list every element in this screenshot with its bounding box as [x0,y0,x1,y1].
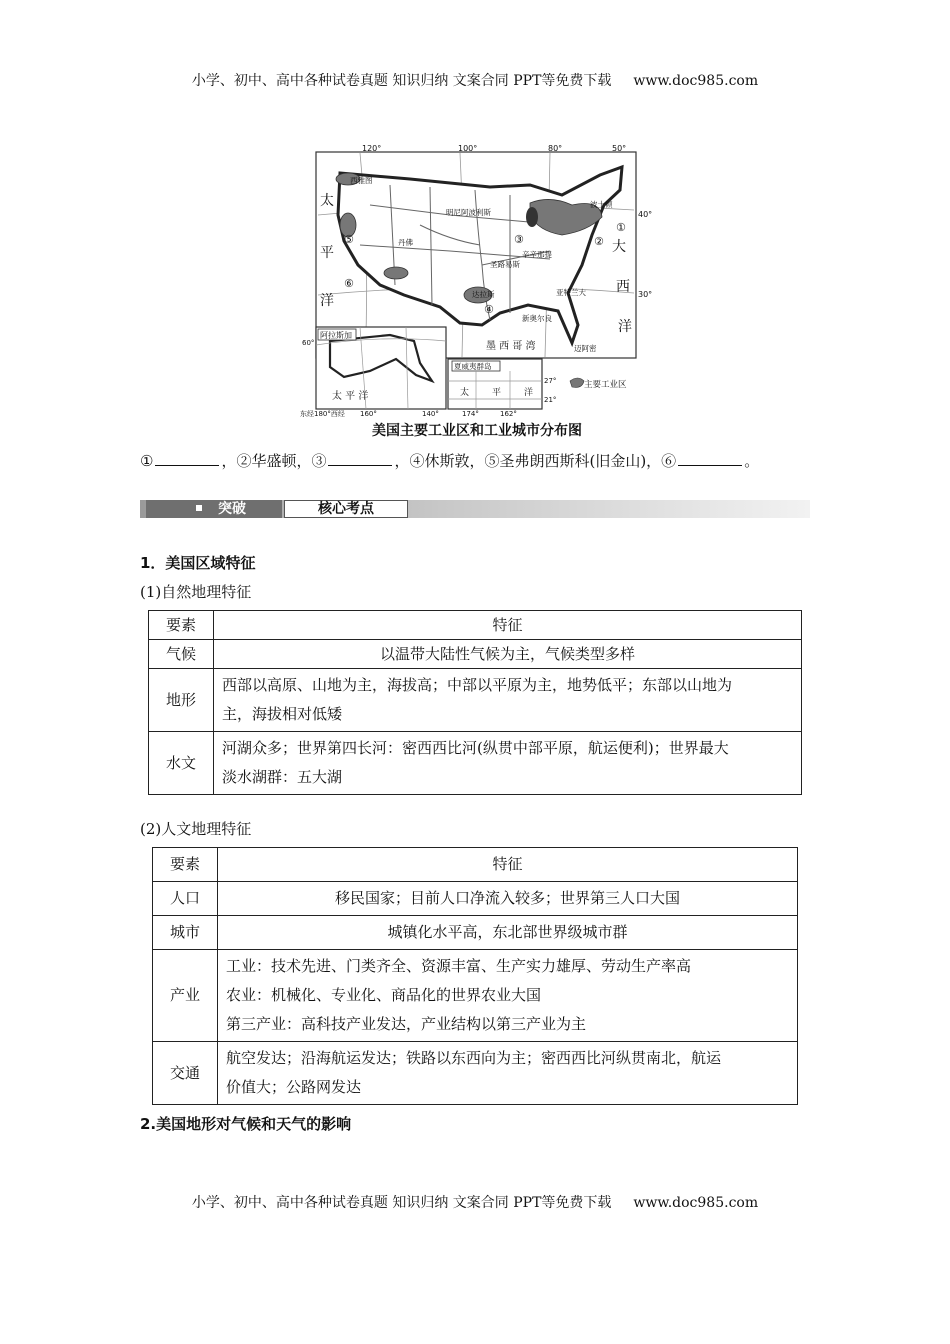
ocean-label: 平 [320,245,334,261]
lon-bottom: 140° [422,410,439,417]
city-label: 波士顿 [590,200,613,209]
map-number: ② [594,235,604,248]
row-value: 以温带大陆性气候为主，气候类型多样 [214,640,802,669]
map-number: ⑥ [344,277,354,290]
row-line: 西部以高原、山地为主，海拔高；中部以平原为主，地势低平；东部以山地为 [222,676,733,694]
section-title: 2.美国地形对气候和天气的影响 [140,1115,352,1133]
row-value [214,669,802,732]
hawaii-lat: 27° [544,377,557,385]
map-number: ③ [514,233,524,246]
answer-blank[interactable] [678,451,742,466]
map-number: ① [616,221,626,234]
square-icon [196,505,202,511]
header-text: 小学、初中、高中各种试卷真题 知识归纳 文案合同 PPT等免费下载 [191,73,612,89]
banner-left [146,500,282,518]
ocean-label: 洋 [320,293,334,309]
row-line: 第三产业：高科技产业发达，产业结构以第三产业为主 [226,1015,587,1033]
row-value [218,950,798,1042]
table-row [153,950,798,1042]
row-line: 价值大；公路网发达 [226,1078,362,1096]
hawaii-ocean: 太 [460,388,470,398]
section-title: 1．美国区域特征 [140,554,256,572]
alaska-lat: 60° [302,339,315,347]
lon-label: 80° [548,145,563,153]
table-row [153,916,798,950]
alaska-label: 阿拉斯加 [320,331,352,340]
lon-bottom: 174° [462,410,479,417]
lon-bottom: 160° [360,410,377,417]
fill-text: ① [140,452,154,470]
row-key: 城市 [153,916,218,950]
city-label: 明尼阿波利斯 [446,208,491,217]
row-value: 移民国家；目前人口净流入较多；世界第三人口大国 [218,882,798,916]
city-label: 圣路易斯 [490,260,520,269]
table-header: 要素 [149,611,214,640]
map-number: ⑤ [344,233,354,246]
city-label: 西雅图 [350,176,373,185]
row-value [218,1042,798,1105]
map-number: ④ [484,303,494,316]
row-key: 人口 [153,882,218,916]
city-label: 亚特兰大 [556,288,586,297]
city-label: 迈阿密 [574,344,597,353]
map-caption: 美国主要工业区和工业城市分布图 [372,423,582,439]
ocean-label: 大 [612,239,626,255]
natural-features-table [148,610,802,795]
lon-bottom: 东经180°西经 [300,410,345,417]
table-row [149,732,802,795]
table-row [149,640,802,669]
hawaii-ocean: 平 [492,388,502,398]
table-row [149,669,802,732]
city-label: 丹佛 [398,238,413,247]
lat-label: 40° [638,210,653,219]
subsection-title: (2)人文地理特征 [140,820,252,838]
table-row [153,882,798,916]
lat-label: 30° [638,290,653,299]
row-key: 产业 [153,950,218,1042]
table-row [153,1042,798,1105]
fill-text: 。 [744,452,760,470]
us-industrial-map [300,145,654,417]
ocean-label: 太 [320,193,334,209]
row-line: 淡水湖群：五大湖 [222,768,343,786]
row-line: 工业：技术先进、门类齐全、资源丰富、生产实力雄厚、劳动生产率高 [226,957,692,975]
ocean-label: 洋 [618,319,632,335]
row-value: 城镇化水平高，东北部世界级城市群 [218,916,798,950]
ocean-label: 西 [616,279,630,295]
gulf-label: 墨 西 哥 湾 [486,341,536,352]
row-key: 水文 [149,732,214,795]
hawaii-lat: 21° [544,396,557,404]
alaska-ocean: 太 平 洋 [332,391,369,402]
header-url[interactable]: www.doc985.com [633,73,759,89]
table-header: 要素 [153,848,218,882]
row-value [214,732,802,795]
hawaii-ocean: 洋 [524,388,534,398]
row-line: 农业：机械化、专业化、商品化的世界农业大国 [226,986,542,1004]
hawaii-label: 夏威夷群岛 [454,362,492,371]
human-features-table [152,847,798,1105]
fill-blank-line [140,450,759,471]
lon-bottom: 162° [500,410,517,417]
city-label: 达拉斯 [472,290,495,299]
row-line: 河湖众多；世界第四长河：密西西比河(纵贯中部平原，航运便利)；世界最大 [222,739,729,757]
row-key: 地形 [149,669,214,732]
table-header-row [153,848,798,882]
fill-text: ，②华盛顿，③ [221,452,327,470]
footer-url[interactable]: www.doc985.com [633,1195,759,1211]
table-header: 特征 [218,848,798,882]
section-banner [140,478,810,540]
banner-left-label: 突破 [218,501,246,517]
city-label: 新奥尔良 [522,314,552,323]
row-line: 主，海拔相对低矮 [222,705,343,723]
footer-text: 小学、初中、高中各种试卷真题 知识归纳 文案合同 PPT等免费下载 [191,1195,612,1211]
lon-label: 120° [362,145,382,153]
lon-label: 50° [612,145,627,153]
banner-right: 核心考点 [284,500,408,518]
legend-label: 主要工业区 [584,380,627,390]
answer-blank[interactable] [328,451,392,466]
subsection-title: (1)自然地理特征 [140,583,252,601]
row-key: 气候 [149,640,214,669]
fill-text: ，④休斯敦，⑤圣弗朗西斯科(旧金山)，⑥ [394,452,677,470]
lon-label: 100° [458,145,478,153]
table-header: 特征 [214,611,802,640]
row-line: 航空发达；沿海航运发达；铁路以东西向为主；密西西比河纵贯南北，航运 [226,1049,722,1067]
city-label: 辛辛那提 [522,250,552,259]
row-key: 交通 [153,1042,218,1105]
page-footer [0,1192,950,1212]
answer-blank[interactable] [155,451,219,466]
table-header-row [149,611,802,640]
page-header [0,70,950,90]
